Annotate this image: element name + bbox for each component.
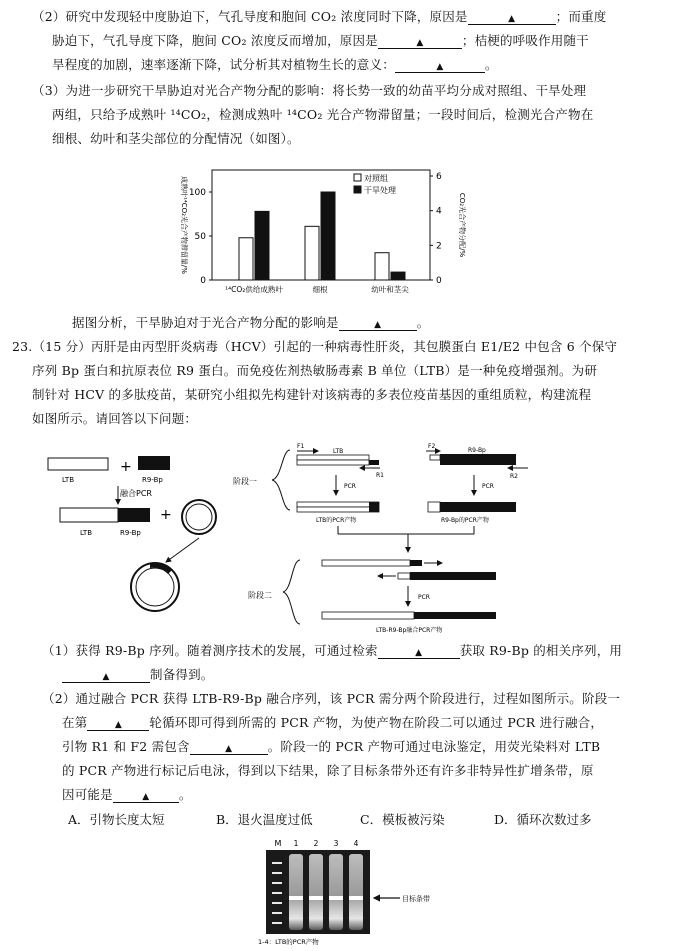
- svg-text:R2: R2: [510, 473, 518, 480]
- ladder-band: [272, 892, 282, 894]
- fusion-product-r9bp: [414, 612, 496, 619]
- r9-product: [440, 502, 516, 512]
- gel-electrophoresis-figure: [250, 836, 450, 948]
- q23-sub2-line4: 的 PCR 产物进行标记后电泳，得到以下结果，除了目标条带外还有许多非特异性扩增条带，原: [62, 763, 594, 778]
- sample-lane-smear: [289, 854, 303, 930]
- option-c[interactable]: C．模板被污染: [360, 812, 445, 827]
- gel-lane-label: 1: [293, 839, 299, 848]
- option-b[interactable]: B．退火温度过低: [216, 812, 313, 827]
- r9bp-fragment: [138, 456, 170, 470]
- q23-sub2-line5: 因可能是 ▲ 。: [62, 787, 192, 802]
- svg-text:R1: R1: [376, 472, 384, 479]
- annealed-r9-strand: [410, 572, 496, 580]
- fused-r9bp-part: [118, 508, 150, 522]
- q23-stem-line1: 23.（15 分）丙肝是由丙型肝炎病毒（HCV）引起的一种病毒性肝炎，其包膜蛋白 E1/E2 中包含 6 个保守: [12, 339, 618, 354]
- sample-lane-smear: [349, 854, 363, 930]
- legend-label: 对照组: [364, 174, 388, 183]
- y-tick-label-right: 4: [436, 206, 442, 217]
- q23-sub2-line1: （2）通过融合 PCR 获得 LTB-R9-Bp 融合序列，该 PCR 需分两个阶段进行，过程如图所示。阶段一: [42, 691, 621, 706]
- fused-r9bp-label: R9-Bp: [120, 529, 141, 537]
- plasmid-inner: [186, 504, 212, 530]
- legend-swatch: [354, 186, 361, 193]
- recombinant-plasmid-outer: [131, 563, 179, 611]
- option-d[interactable]: D．循环次数过多: [494, 812, 592, 827]
- ltb-template-top: [297, 455, 369, 460]
- q22-part3-line3: 细根、幼叶和茎尖部位的分配情况（如图）。: [52, 131, 300, 146]
- plus-sign: +: [120, 459, 132, 475]
- svg-text:R9-Bp: R9-Bp: [468, 447, 486, 454]
- q23-stem-line3: 制针对 HCV 的多肽疫苗，某研究小组拟先构建针对该病毒的多表位疫苗基因的重组质粒，构建流程: [32, 387, 592, 402]
- q22-part3-line1: （3）为进一步研究干旱胁迫对光合产物分配的影响：将长势一致的幼苗平均分成对照组、干旱处理: [32, 83, 587, 98]
- bar-control: [375, 253, 389, 280]
- ladder-band: [272, 882, 282, 884]
- target-band: [309, 896, 323, 900]
- gel-lane-label: 2: [313, 839, 319, 848]
- y-tick-label-right: 6: [436, 172, 442, 182]
- stage2-bracket: [283, 560, 300, 624]
- svg-text:F1: F1: [297, 443, 305, 450]
- svg-text:F2: F2: [428, 443, 436, 450]
- q22-part2-line1: （2）研究中发现轻中度胁迫下，气孔导度和胞间 CO₂ 浓度同时下降，原因是 ▲ ；而重度: [32, 9, 607, 24]
- q22-part2-line3: 旱程度的加剧，速率逐渐下降，试分析其对植物生长的意义： ▲ 。: [52, 57, 498, 72]
- q23-sub2-line3: 引物 R1 和 F2 需包含 ▲ 。阶段一的 PCR 产物可通过电泳鉴定，用荧光染料对 LTB: [62, 739, 601, 754]
- bar-drought: [321, 192, 335, 280]
- stage1-label: 阶段一: [233, 477, 257, 486]
- gel-caption: 1-4：LTB的PCR产物: [258, 938, 319, 946]
- svg-text:LTB: LTB: [333, 448, 344, 455]
- gel-lane-label: 3: [333, 839, 339, 848]
- bar-drought: [255, 211, 269, 280]
- q23-stem-line2: 序列 Bp 蛋白和抗原表位 R9 蛋白。而免疫佐剂热敏肠毒素 B 单位（LTB）是一种免疫增强剂。为研: [32, 363, 598, 378]
- answer-blank[interactable]: ▲: [87, 715, 149, 731]
- svg-text:R9-Bp的PCR产物: R9-Bp的PCR产物: [441, 517, 489, 524]
- annealed-ltb-overlap: [410, 560, 422, 566]
- r9bp-label: R9-Bp: [142, 476, 163, 484]
- svg-text:PCR: PCR: [418, 594, 430, 601]
- fused-ltb-label: LTB: [80, 529, 93, 537]
- plus-sign: +: [160, 507, 172, 523]
- answer-blank[interactable]: ▲: [62, 667, 150, 683]
- target-band: [329, 896, 343, 900]
- stage2-label: 阶段二: [248, 591, 272, 600]
- q22-part3-line2: 两组，只给予成熟叶 ¹⁴CO₂，检测成熟叶 ¹⁴CO₂ 光合产物滞留量；一段时间后，检测光合产物在: [52, 107, 594, 122]
- svg-text:PCR: PCR: [482, 483, 494, 490]
- svg-text:PCR: PCR: [344, 483, 356, 490]
- x-category-label: 细根: [312, 285, 328, 294]
- y-tick-label-left: 0: [200, 276, 206, 286]
- x-category-label: 幼叶和茎尖: [371, 285, 409, 294]
- ladder-band: [272, 902, 282, 904]
- option-a[interactable]: A．引物长度太短: [68, 812, 165, 827]
- y-axis-title-left: 成熟叶¹⁴CO₂光合产物滞留量/%: [180, 176, 188, 274]
- y-tick-label-left: 50: [194, 232, 206, 242]
- answer-blank[interactable]: ▲: [378, 33, 462, 49]
- stage1-bracket: [272, 450, 290, 510]
- ltb-product-overlap: [369, 502, 379, 512]
- ltb-label: LTB: [62, 476, 75, 484]
- bar-chart: [168, 160, 468, 310]
- ladder-band: [272, 922, 282, 924]
- answer-blank[interactable]: ▲: [395, 57, 485, 73]
- annealed-r9-overlap: [398, 573, 410, 579]
- fusion-pcr-label: 融合PCR: [120, 489, 152, 498]
- y-axis-title-right: CO₂光合产物分配/%: [458, 192, 466, 258]
- sample-lane-smear: [329, 854, 343, 930]
- target-band: [349, 896, 363, 900]
- q23-stem-line4: 如图所示。请回答以下问题：: [32, 411, 198, 426]
- q23-sub2-line2: 在第 ▲ 轮循环即可得到所需的 PCR 产物，为使产物在阶段二可以通过 PCR 进行融合，: [62, 715, 604, 730]
- ltb-template-bottom: [297, 460, 369, 465]
- fusion-product-ltb: [322, 612, 414, 619]
- answer-blank[interactable]: ▲: [378, 643, 460, 659]
- legend-label: 干旱处理: [364, 186, 396, 195]
- r1-overlap: [369, 460, 379, 465]
- annealed-ltb-strand: [322, 560, 410, 566]
- q22-part2-line2: 胁迫下，气孔导度下降，胞间 CO₂ 浓度反而增加，原因是 ▲ ；桔梗的呼吸作用随干: [52, 33, 589, 48]
- svg-text:LTB-R9-Bp融合PCR产物: LTB-R9-Bp融合PCR产物: [376, 627, 443, 634]
- ltb-product-bottom: [297, 507, 379, 512]
- ladder-band: [272, 872, 282, 874]
- ladder-band: [272, 912, 282, 914]
- target-band: [289, 896, 303, 900]
- ltb-fragment: [48, 458, 108, 470]
- y-tick-label-right: 2: [436, 241, 442, 252]
- y-tick-label-right: 0: [436, 276, 442, 286]
- answer-blank[interactable]: ▲: [113, 787, 179, 803]
- construction-flow-diagram: [0, 440, 692, 640]
- legend-swatch: [354, 174, 361, 181]
- bar-control: [239, 238, 253, 280]
- answer-blank[interactable]: ▲: [190, 739, 268, 755]
- ligation-arrow: [166, 538, 199, 562]
- sample-lane-smear: [309, 854, 323, 930]
- q23-sub1-line2: ▲ 制备得到。: [62, 664, 214, 685]
- x-category-label: ¹⁴CO₂供给成熟叶: [225, 285, 283, 294]
- bar-drought: [391, 272, 405, 280]
- bar-control: [305, 226, 319, 280]
- q22-analysis-line: 据图分析，干旱胁迫对于光合产物分配的影响是 ▲ 。: [72, 315, 430, 330]
- ladder-band: [272, 862, 282, 864]
- q23-sub1-line1: （1）获得 R9-Bp 序列。随着测序技术的发展，可通过检索 ▲ 获取 R9-Bp 的相关序列，用: [42, 643, 623, 658]
- answer-blank[interactable]: ▲: [468, 9, 556, 25]
- fused-ltb-part: [60, 508, 118, 522]
- f2-overlap: [430, 455, 440, 460]
- gel-lane-label: 4: [353, 839, 359, 848]
- ltb-product-top: [297, 502, 379, 507]
- answer-blank[interactable]: ▲: [339, 315, 417, 331]
- r9-product-overlap: [428, 502, 440, 512]
- svg-text:LTB的PCR产物: LTB的PCR产物: [316, 517, 357, 524]
- plasmid-outer: [182, 500, 216, 534]
- r9bp-template: [440, 454, 516, 465]
- gel-lane-label: M: [274, 839, 282, 848]
- target-band-label: 目标条带: [402, 895, 430, 903]
- recombinant-plasmid-inner: [136, 568, 174, 606]
- y-tick-label-left: 100: [188, 188, 206, 198]
